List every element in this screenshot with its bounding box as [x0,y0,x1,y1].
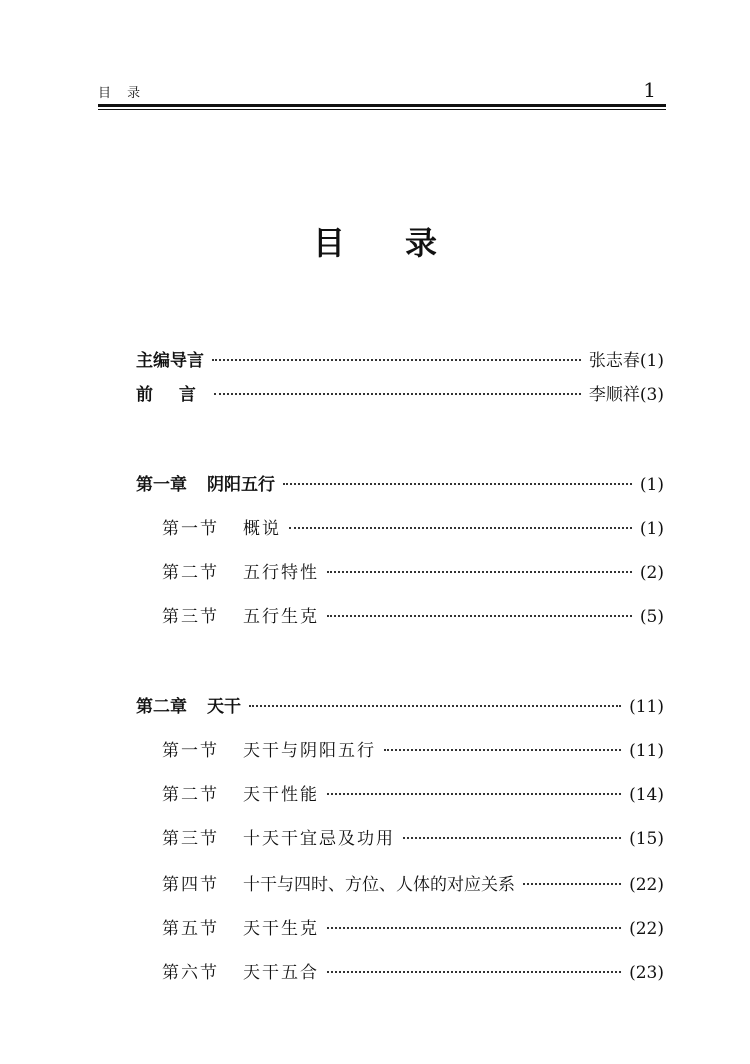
page-title: 目录 [312,224,497,262]
section-page: (2) [639,563,664,583]
section-number: 第二节 [162,563,219,583]
section-number: 第三节 [162,607,219,627]
dot-leader [327,927,621,929]
dot-leader [327,571,632,573]
section-page: (22) [629,875,664,895]
toc-entry-page: (3) [639,385,664,405]
chapter-name: 天干 [207,697,241,717]
section-number: 第一节 [162,741,219,761]
dot-leader [283,483,632,485]
dot-leader [327,971,621,973]
dot-leader [403,837,621,839]
toc-entry-label: 前 言 [136,385,206,405]
section-page: (11) [629,741,664,761]
toc-section-2-2[interactable] [162,780,664,806]
toc-section-2-6[interactable] [162,958,664,984]
dot-leader [212,359,581,361]
section-number: 第四节 [162,875,219,895]
section-number: 第五节 [162,919,219,939]
section-number: 第六节 [162,963,219,983]
dot-leader [249,705,621,707]
section-page: (22) [629,919,664,939]
section-page: (5) [639,607,664,627]
toc-chapter-2[interactable] [136,692,664,718]
dot-leader [384,749,621,751]
toc-chapter-1[interactable] [136,470,664,496]
toc-section-1-2[interactable] [162,558,664,584]
toc-entry-page: (1) [639,351,664,371]
chapter-number: 第二章 [136,697,187,717]
running-header [98,78,666,104]
section-number: 第一节 [162,519,219,539]
chapter-number: 第一章 [136,475,187,495]
section-number: 第三节 [162,829,219,849]
toc-section-2-4[interactable] [162,870,664,896]
section-name: 天干与阴阳五行 [243,741,376,761]
toc-section-1-1[interactable] [162,514,664,540]
header-label: 目 录 [98,86,147,101]
chapter-page: (11) [629,697,664,717]
dot-leader [214,393,581,395]
section-name: 概说 [243,519,281,539]
section-name: 十干与四时、方位、人体的对应关系 [243,875,515,895]
toc-entry-preface[interactable] [136,380,664,406]
header-rule-thin [98,109,666,110]
section-page: (23) [629,963,664,983]
toc-section-2-5[interactable] [162,914,664,940]
header-rule-thick [98,104,666,107]
section-name: 天干五合 [243,963,319,983]
section-name: 天干性能 [243,785,319,805]
toc-section-1-3[interactable] [162,602,664,628]
dot-leader [523,883,621,885]
toc-entry-author: 张志春 [588,351,640,371]
section-name: 十天干宜忌及功用 [243,829,395,849]
section-number: 第二节 [162,785,219,805]
dot-leader [289,527,632,529]
section-page: (14) [629,785,664,805]
chapter-page: (1) [639,475,664,495]
toc-section-2-1[interactable] [162,736,664,762]
toc-entry-editor-intro[interactable] [136,346,664,372]
dot-leader [327,793,621,795]
header-page-number: 1 [643,78,656,102]
toc-entry-label: 主编导言 [136,351,204,371]
dot-leader [327,615,632,617]
section-name: 五行生克 [243,607,319,627]
section-page: (15) [629,829,664,849]
toc-section-2-3[interactable] [162,824,664,850]
section-name: 五行特性 [243,563,319,583]
section-page: (1) [639,519,664,539]
toc-entry-author: 李顺祥 [588,385,640,405]
chapter-name: 阴阳五行 [207,475,275,495]
section-name: 天干生克 [243,919,319,939]
